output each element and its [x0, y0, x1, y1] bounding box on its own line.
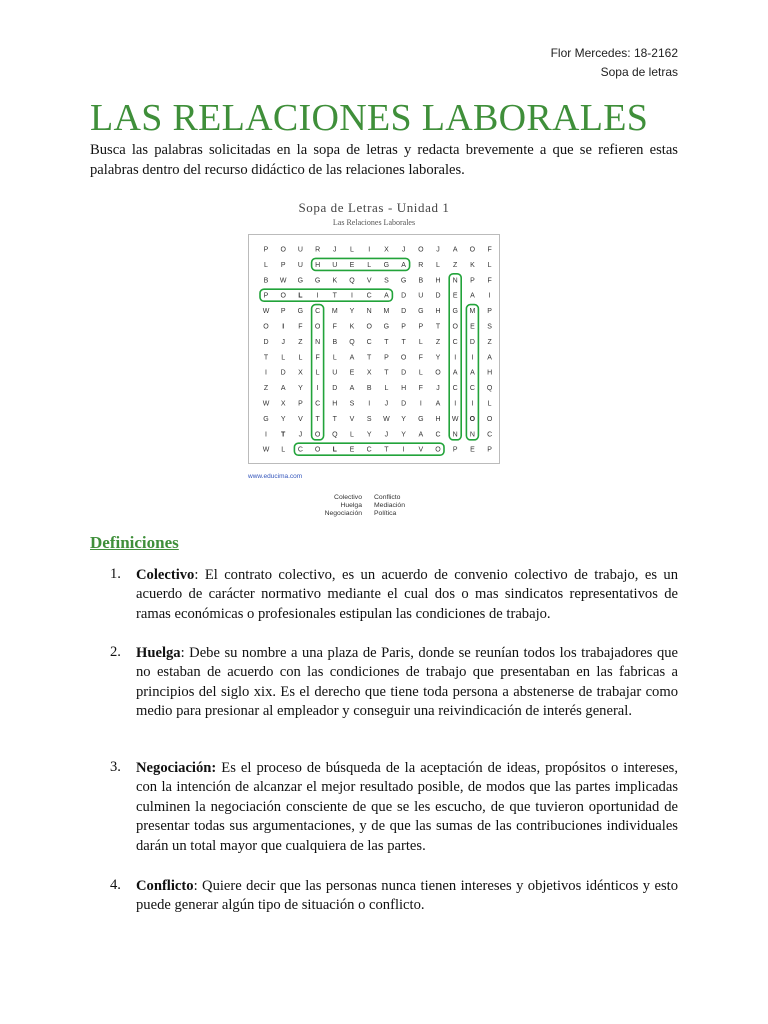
definition-separator: :	[194, 567, 205, 583]
grid-letter: H	[401, 385, 407, 393]
grid-letter: A	[401, 261, 406, 269]
grid-letter: N	[366, 308, 372, 316]
definition-text	[136, 566, 678, 624]
grid-letter: C	[315, 308, 321, 316]
grid-letter: N	[452, 431, 458, 439]
grid-letter: T	[332, 415, 337, 423]
grid-letter: Q	[486, 385, 493, 393]
grid-letter: Q	[349, 338, 355, 346]
grid-letter: E	[349, 261, 355, 269]
grid-letter: L	[264, 261, 268, 269]
grid-letter: Z	[298, 338, 303, 346]
grid-letter: O	[314, 323, 321, 331]
grid-letter: L	[332, 354, 337, 362]
grid-letter: L	[487, 261, 492, 269]
grid-letter: B	[332, 338, 338, 346]
grid-letter: P	[401, 323, 406, 331]
grid-letter: I	[471, 354, 474, 362]
grid-letter: H	[435, 308, 441, 316]
definition-term: Huelga	[136, 645, 181, 661]
grid-letter: P	[418, 323, 424, 331]
word-list-item: Negociación	[324, 510, 362, 517]
grid-letter: O	[263, 323, 269, 331]
grid-letter: H	[487, 369, 493, 377]
definition-body: El contrato colectivo, es un acuerdo de convenio colectivo de trabajo, es un acuerdo de carácter normativo mediante el cual dos o mas sindicatos representativos de ramas económicas o profesionales estipulan las condiciones de trabajo.	[136, 567, 678, 622]
grid-letter: A	[452, 246, 458, 254]
grid-letter: F	[418, 385, 423, 393]
grid-letter: L	[418, 338, 423, 346]
grid-letter: D	[401, 292, 407, 300]
grid-letter: A	[349, 385, 355, 393]
definition-term: Negociación:	[136, 760, 217, 776]
grid-letter: L	[281, 446, 286, 454]
grid-letter: K	[332, 277, 338, 285]
grid-letter: L	[298, 292, 303, 300]
grid-letter: J	[436, 246, 440, 254]
grid-letter: W	[451, 415, 459, 423]
grid-letter: B	[366, 385, 372, 393]
grid-letter: Y	[298, 385, 303, 393]
grid-letter: A	[470, 292, 475, 300]
word-search-figure	[248, 200, 500, 517]
grid-letter: L	[487, 400, 492, 408]
grid-letter: W	[279, 277, 287, 285]
grid-letter: L	[384, 385, 389, 393]
definition-body: Quiere decir que las personas nunca tienen intereses y objetivos idénticos y esto puede generar algún tipo de situación o conflicto.	[136, 878, 679, 914]
grid-letter: F	[332, 323, 337, 331]
source-url: www.educima.com	[248, 473, 303, 480]
author-line: Flor Mercedes: 18-2162	[550, 46, 678, 60]
grid-letter: K	[470, 261, 475, 269]
grid-letter: P	[298, 400, 303, 408]
grid-letter: U	[418, 292, 424, 300]
grid-letter: F	[487, 277, 492, 285]
grid-letter: D	[332, 385, 338, 393]
grid-letter: O	[400, 354, 407, 362]
grid-letter: J	[384, 400, 389, 408]
grid-letter: P	[280, 308, 286, 316]
grid-letter: Q	[349, 277, 355, 285]
grid-letter: I	[282, 323, 285, 331]
grid-letter: G	[297, 277, 304, 285]
grid-letter: Y	[401, 415, 406, 423]
grid-letter: I	[265, 369, 267, 377]
grid-letter: Y	[435, 354, 441, 362]
grid-letter: C	[366, 338, 372, 346]
grid-letter: G	[383, 323, 390, 331]
grid-letter: F	[418, 354, 423, 362]
grid-letter: T	[384, 369, 389, 377]
grid-letter: P	[263, 292, 269, 300]
grid-letter: P	[280, 261, 286, 269]
grid-letter: G	[418, 308, 424, 316]
grid-letter: T	[281, 431, 286, 439]
grid-letter: A	[487, 354, 492, 362]
grid-letter: A	[349, 354, 355, 362]
grid-letter: J	[436, 385, 440, 393]
grid-letter: T	[367, 354, 372, 362]
grid-letter: O	[314, 446, 321, 454]
grid-letter: R	[315, 246, 321, 254]
grid-letter: G	[452, 308, 458, 316]
grid-letter: L	[418, 369, 423, 377]
grid-letter: S	[487, 323, 492, 331]
grid-letter: L	[350, 431, 354, 439]
grid-letter: C	[452, 385, 458, 393]
grid-letter: M	[331, 308, 338, 316]
grid-letter: E	[470, 446, 475, 454]
grid-letter: B	[263, 277, 269, 285]
grid-letter: X	[384, 246, 389, 254]
grid-letter: J	[401, 246, 406, 254]
grid-letter: O	[418, 246, 424, 254]
grid-letter: Y	[401, 431, 406, 439]
grid-letter: E	[349, 369, 355, 377]
grid-letter: D	[401, 308, 407, 316]
grid-letter: S	[384, 277, 389, 285]
grid-letter: W	[262, 446, 270, 454]
grid-letter: D	[401, 369, 407, 377]
grid-letter: I	[454, 400, 457, 408]
definition-separator: :	[180, 645, 190, 661]
definition-number: 1.	[110, 566, 121, 582]
grid-letter: O	[280, 292, 286, 300]
grid-letter: G	[263, 415, 269, 423]
word-list-item: Colectivo	[334, 494, 362, 501]
grid-letter: G	[297, 308, 304, 316]
grid-letter: E	[349, 446, 355, 454]
grid-letter: Z	[453, 261, 458, 269]
definition-number: 2.	[110, 644, 121, 660]
grid-letter: J	[298, 431, 303, 439]
grid-letter: L	[436, 261, 440, 269]
grid-letter: W	[262, 400, 270, 408]
grid-letter: I	[471, 400, 474, 408]
grid-letter: L	[298, 354, 303, 362]
grid-letter: F	[315, 354, 320, 362]
grid-letter: V	[349, 415, 355, 423]
grid-letter: P	[487, 446, 492, 454]
grid-letter: V	[418, 446, 424, 454]
grid-letter: I	[265, 431, 267, 439]
grid-letter: P	[487, 308, 492, 316]
grid-letter: W	[383, 415, 390, 423]
found-word-huelga	[312, 258, 410, 270]
definition-body: Debe su nombre a una plaza de Paris, donde se reunían todos los trabajadores que no estaban de acuerdo con las condiciones de trabajo que presentaban en las fabricas a principios del siglo xix. Es el derecho que tiene toda persona a abstenerse de trabajar como medio para presionar al empleador y conseguir una reivindicación de interés general.	[136, 645, 679, 720]
grid-letter: I	[419, 400, 422, 408]
grid-letter: K	[349, 323, 355, 331]
definition-text	[136, 877, 678, 916]
grid-letter: C	[435, 431, 441, 439]
grid-letter: T	[315, 415, 320, 423]
grid-letter: H	[435, 277, 441, 285]
grid-letter: E	[470, 323, 475, 331]
grid-letter: H	[435, 415, 441, 423]
grid-letter: C	[297, 446, 303, 454]
grid-letter: P	[470, 277, 475, 285]
grid-letter: Q	[332, 431, 338, 439]
grid-letter: V	[298, 415, 303, 423]
definition-separator: :	[193, 878, 203, 894]
grid-letter: I	[454, 354, 457, 362]
grid-letter: E	[452, 292, 458, 300]
grid-letter: G	[383, 261, 390, 269]
grid-letter: T	[332, 292, 337, 300]
grid-letter: O	[314, 431, 321, 439]
grid-letter: W	[262, 308, 270, 316]
grid-letter: U	[332, 261, 338, 269]
grid-letter: L	[315, 369, 320, 377]
grid-letter: P	[263, 246, 269, 254]
puzzle-title: Sopa de Letras - Unidad 1	[298, 200, 450, 215]
grid-letter: A	[384, 292, 389, 300]
grid-letter: L	[350, 246, 354, 254]
grid-letter: Z	[435, 338, 441, 346]
grid-letter: U	[297, 261, 303, 269]
grid-letter: L	[367, 261, 372, 269]
grid-letter: Y	[349, 308, 355, 316]
grid-letter: M	[469, 308, 476, 316]
grid-letter: I	[488, 292, 491, 300]
grid-letter: A	[470, 369, 475, 377]
subject-line: Sopa de letras	[600, 65, 678, 79]
grid-letter: I	[368, 400, 371, 408]
grid-letter: T	[263, 354, 269, 362]
grid-letter: D	[401, 400, 407, 408]
grid-letter: X	[280, 400, 286, 408]
grid-letter: C	[366, 446, 372, 454]
grid-letter: D	[469, 338, 475, 346]
definition-number: 3.	[110, 759, 121, 775]
definition-term: Conflicto	[136, 878, 194, 894]
grid-letter: C	[469, 385, 475, 393]
grid-letter: G	[314, 277, 321, 285]
grid-letter: C	[452, 338, 458, 346]
grid-letter: D	[263, 338, 269, 346]
grid-letter: A	[280, 385, 286, 393]
grid-letter: T	[384, 446, 389, 454]
grid-letter: B	[418, 277, 424, 285]
word-list-item: Conflicto	[374, 494, 401, 501]
grid-letter: D	[435, 292, 441, 300]
grid-letter: F	[298, 323, 303, 331]
grid-letter: Z	[487, 338, 492, 346]
puzzle-subtitle: Las Relaciones Laborales	[332, 218, 416, 227]
grid-letter: Y	[366, 431, 372, 439]
grid-letter: H	[315, 261, 321, 269]
letter-grid-svg	[249, 235, 499, 463]
grid-letter: T	[401, 338, 406, 346]
grid-letter: P	[452, 446, 458, 454]
intro-paragraph: Busca las palabras solicitadas en la sopa de letras y redacta brevemente a que se refieren estas palabras dentro del recurso didáctico de las relaciones laborales.	[90, 142, 678, 178]
grid-letter: P	[384, 354, 389, 362]
grid-letter: X	[366, 369, 372, 377]
grid-letter: C	[487, 431, 493, 439]
grid-letter: L	[332, 446, 337, 454]
definition-number: 4.	[110, 877, 121, 893]
definition-body: Es el proceso de búsqueda de la aceptación de ideas, propósitos o intereses, con la intención de alcanzar el mejor resultado posible, de modos que las partes implicadas culminen la negociación consciente de que se les escucho, de que tuvieron oportunidad de presentar todas sus argumentaciones, y de que las sumas de las contribuciones individuales darán un total mayor que cualquiera de las partes.	[136, 760, 678, 854]
grid-letter: A	[418, 431, 424, 439]
grid-letter: Y	[280, 415, 286, 423]
word-list-item: Política	[374, 510, 397, 517]
grid-letter: J	[281, 338, 285, 346]
definition-text	[136, 759, 678, 856]
grid-letter: J	[333, 246, 337, 254]
grid-letter: O	[486, 415, 493, 423]
grid-letter: F	[487, 246, 492, 254]
grid-letter: U	[332, 369, 338, 377]
grid-letter: I	[351, 292, 353, 300]
grid-letter: O	[469, 415, 476, 423]
grid-letter: V	[366, 277, 372, 285]
grid-letter: R	[418, 261, 424, 269]
grid-letter: X	[298, 369, 303, 377]
word-list	[314, 494, 444, 517]
definitions-heading: Definiciones	[90, 533, 179, 552]
grid-letter: S	[349, 400, 355, 408]
grid-letter: N	[469, 431, 475, 439]
grid-letter: L	[281, 354, 286, 362]
grid-letter: C	[315, 400, 321, 408]
grid-letter: O	[435, 369, 441, 377]
grid-letter: G	[400, 277, 407, 285]
grid-letter: A	[435, 400, 441, 408]
grid-letter: U	[297, 246, 303, 254]
grid-letter: O	[452, 323, 458, 331]
grid-letter: S	[366, 415, 372, 423]
definition-term: Colectivo	[136, 567, 195, 583]
grid-letter: O	[435, 446, 441, 454]
grid-letter: N	[315, 338, 321, 346]
grid-letter: I	[316, 292, 319, 300]
grid-letter: A	[452, 369, 458, 377]
document-header	[551, 44, 678, 82]
grid-letter: I	[368, 246, 371, 254]
page-title: LAS RELACIONES LABORALES	[90, 97, 649, 139]
word-list-item: Mediación	[374, 502, 405, 509]
grid-letter: Z	[263, 385, 269, 393]
grid-letter: O	[366, 323, 372, 331]
grid-letter: O	[280, 246, 286, 254]
grid-letter: M	[383, 308, 390, 316]
definition-text	[136, 644, 678, 722]
letter-grid	[248, 234, 500, 464]
grid-letter: T	[384, 338, 389, 346]
word-list-item: Huelga	[340, 502, 362, 509]
grid-letter: N	[452, 277, 458, 285]
grid-letter: H	[332, 400, 338, 408]
grid-letter: I	[402, 446, 405, 454]
grid-letter: O	[469, 246, 476, 254]
grid-letter: J	[384, 431, 389, 439]
grid-letter: G	[418, 415, 424, 423]
grid-letter: D	[280, 369, 286, 377]
grid-letter: C	[366, 292, 372, 300]
grid-letter: T	[435, 323, 441, 331]
grid-letter: I	[316, 385, 319, 393]
